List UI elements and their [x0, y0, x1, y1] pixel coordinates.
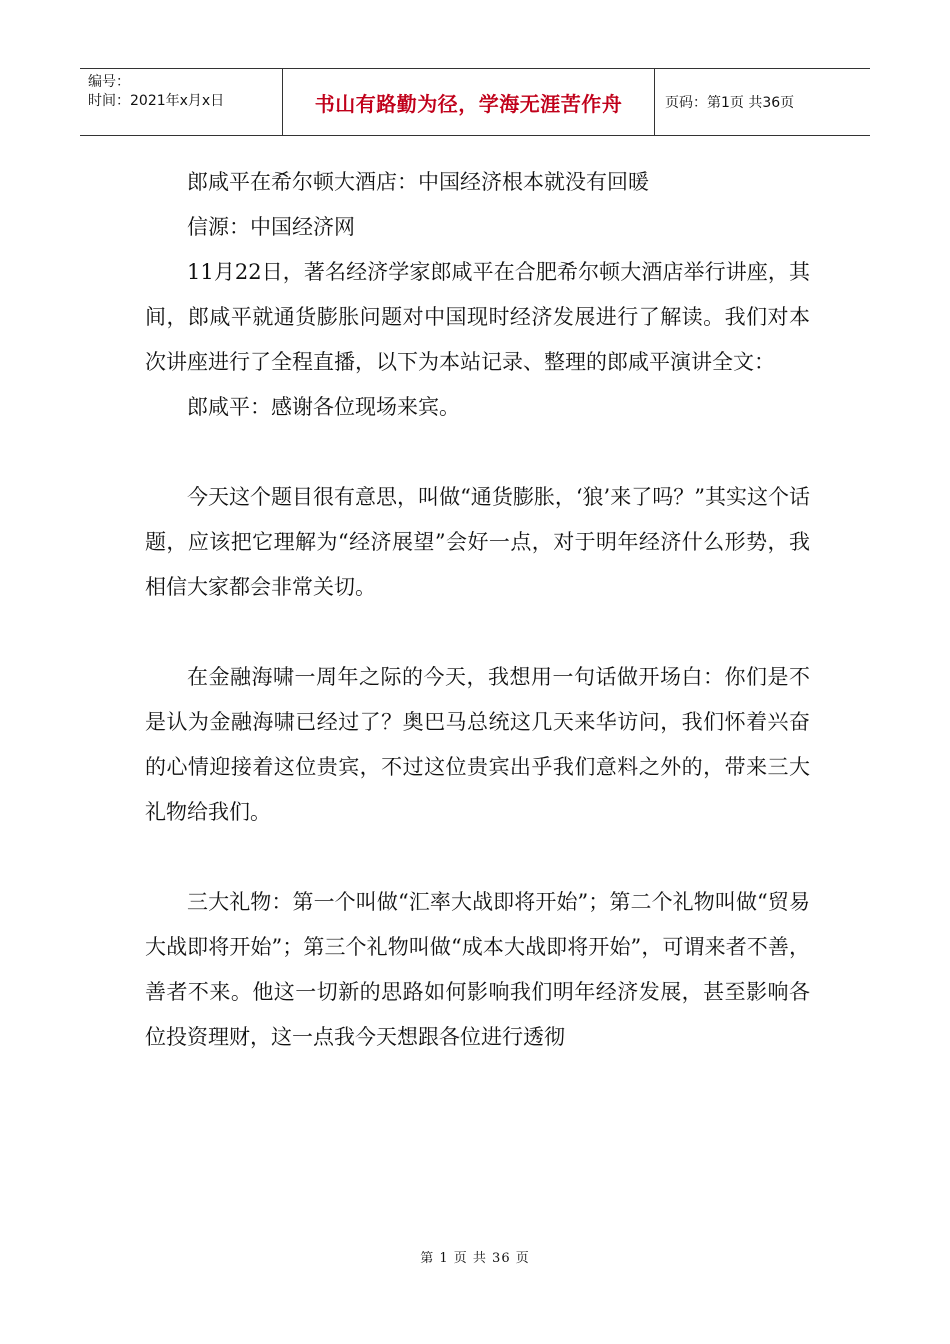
paragraph: 11月22日，著名经济学家郎咸平在合肥希尔顿大酒店举行讲座，其间，郎咸平就通货膨胀问题对中国现时经济发展进行了解读。我们对本次讲座进行了全程直播，以下为本站记录、整理的郎咸平演讲全文：: [145, 260, 810, 374]
document-header: [80, 68, 870, 136]
paragraph-gap: [145, 610, 810, 655]
header-motto: 书山有路勤为径，学海无涯苦作舟: [283, 69, 655, 135]
number-label: 编号：: [88, 74, 130, 90]
paragraph-gap: [145, 430, 810, 475]
header-page-info: 页码：第1页 共36页: [665, 95, 795, 111]
paragraph: 今天这个题目很有意思，叫做“通货膨胀，‘狼’来了吗？”其实这个话题，应该把它理解为“经济展望”会好一点，对于明年经济什么形势，我相信大家都会非常关切。: [145, 485, 810, 599]
page-footer: 第 1 页 共 36 页: [420, 1251, 530, 1266]
article-title: 郎咸平在希尔顿大酒店：中国经济根本就没有回暖: [187, 170, 649, 194]
article-body: [145, 160, 810, 1060]
paragraph: 郎咸平：感谢各位现场来宾。: [187, 395, 460, 419]
paragraph-gap: [145, 835, 810, 880]
article-source: 信源：中国经济网: [187, 215, 355, 239]
paragraph: 在金融海啸一周年之际的今天，我想用一句话做开场白：你们是不是认为金融海啸已经过了？奥巴马总统这几天来华访问，我们怀着兴奋的心情迎接着这位贵宾，不过这位贵宾出乎我们意料之外的，带来三大礼物给我们。: [145, 665, 810, 824]
header-meta: [80, 69, 283, 135]
time-label: 时间：2021年x月x日: [88, 93, 225, 109]
paragraph: 三大礼物：第一个叫做“汇率大战即将开始”；第二个礼物叫做“贸易大战即将开始”；第三个礼物叫做“成本大战即将开始”，可谓来者不善，善者不来。他这一切新的思路如何影响我们明年经济发展，甚至影响各位投资理财，这一点我今天想跟各位进行透彻: [145, 890, 810, 1049]
